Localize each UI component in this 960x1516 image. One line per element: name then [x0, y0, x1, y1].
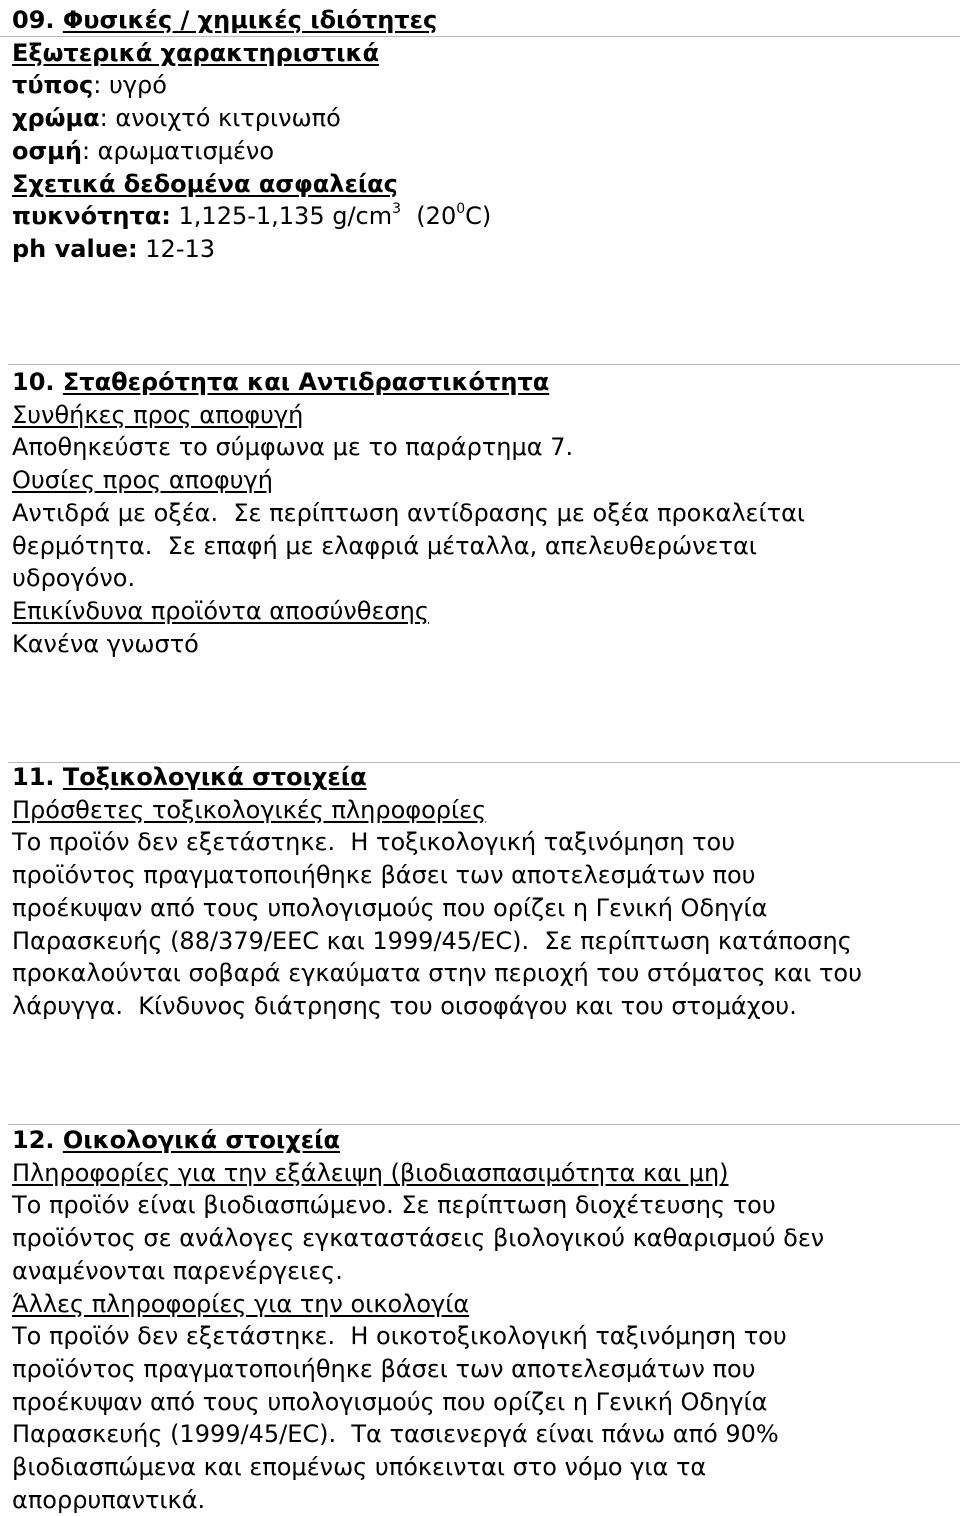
safety-data-subheading: Σχετικά δεδομένα ασφαλείας: [12, 169, 398, 198]
biodegradability-text-line: Το προϊόν είναι βιοδιασπώμενο. Σε περίπτωση διοχέτευσης του: [12, 1191, 776, 1220]
toxicology-text-line: Παρασκευής (88/379/EEC και 1999/45/EC). Σε περίπτωση κατάποσης: [12, 926, 852, 955]
external-characteristics-subheading: Εξωτερικά χαρακτηριστικά: [12, 38, 380, 67]
ph-row: ph value: 12-13: [12, 234, 216, 263]
ecotoxicology-text-line: προέκυψαν από τους υπολογισμούς που ορίζει η Γενική Οδηγία: [12, 1387, 768, 1416]
toxicology-text-line: λάρυγγα. Κίνδυνος διάτρησης του οισοφάγου και του στομάχου.: [12, 991, 797, 1020]
decomposition-text: Κανένα γνωστό: [12, 629, 199, 658]
toxicology-text-line: Το προϊόν δεν εξετάστηκε. Η τοξικολογική ταξινόμηση του: [12, 828, 736, 857]
ecotoxicology-text-line: Το προϊόν δεν εξετάστηκε. Η οικοτοξικολογική ταξινόμηση του: [12, 1322, 787, 1351]
section-10: [12, 366, 952, 660]
section-12-heading: 12. Οικολογικά στοιχεία: [12, 1126, 340, 1154]
section-9: [12, 4, 952, 266]
odor-row: οσμή: αρωματισμένο: [12, 136, 275, 165]
toxicology-text-line: προϊόντος πραγματοποιήθηκε βάσει των αποτελεσμάτων που: [12, 861, 756, 890]
elimination-info-subheading: Πληροφορίες για την εξάλειψη (βιοδιασπασιμότητα και μη): [12, 1158, 729, 1187]
rule-s10: [8, 364, 960, 365]
reaction-text-line: θερμότητα. Σε επαφή με ελαφριά μέταλλα, απελευθερώνεται: [12, 531, 757, 560]
section-11-heading: 11. Τοξικολογικά στοιχεία: [12, 763, 367, 791]
storage-text: Αποθηκεύστε το σύμφωνα με το παράρτημα 7.: [12, 433, 574, 462]
color-row: χρώμα: ανοιχτό κιτρινωπό: [12, 104, 341, 133]
ecotoxicology-text-line: Παρασκευής (1999/45/EC). Τα τασιενεργά είναι πάνω από 90%: [12, 1420, 779, 1449]
ecotoxicology-text-line: βιοδιασπώμενα και επομένως υπόκεινται στο νόμο για τα: [12, 1453, 707, 1482]
section-9-heading: 09. Φυσικές / χημικές ιδιότητες: [12, 6, 438, 34]
ecotoxicology-text-line: προϊόντος πραγματοποιήθηκε βάσει των αποτελεσμάτων που: [12, 1354, 756, 1383]
biodegradability-text-line: αναμένονται παρενέργειες.: [12, 1256, 343, 1285]
additional-toxicological-info-subheading: Πρόσθετες τοξικολογικές πληροφορίες: [12, 795, 487, 824]
toxicology-text-line: προκαλούνται σοβαρά εγκαύματα στην περιοχή του στόματος και του: [12, 959, 862, 988]
section-11: [12, 761, 952, 1023]
toxicology-text-line: προέκυψαν από τους υπολογισμούς που ορίζει η Γενική Οδηγία: [12, 893, 768, 922]
density-row: πυκνότητα: 1,125-1,135 $g/cm^3$ $(20^0C)$: [12, 201, 492, 231]
conditions-to-avoid-subheading: Συνθήκες προς αποφυγή: [12, 400, 304, 429]
type-row: τύπος: υγρό: [12, 71, 167, 100]
section-12: [12, 1124, 952, 1516]
ecotoxicology-text-line: απορρυπαντικά.: [12, 1485, 206, 1514]
other-ecology-info-subheading: Άλλες πληροφορίες για την οικολογία: [12, 1289, 470, 1318]
hazardous-decomposition-subheading: Επικίνδυνα προϊόντα αποσύνθεσης: [12, 596, 429, 625]
reaction-text-line: υδρογόνο.: [12, 564, 136, 593]
reaction-text-line: Αντιδρά με οξέα. Σε περίπτωση αντίδρασης με οξέα προκαλείται: [12, 498, 806, 527]
substances-to-avoid-subheading: Ουσίες προς αποφυγή: [12, 466, 273, 495]
section-10-heading: 10. Σταθερότητα και Αντιδραστικότητα: [12, 368, 550, 396]
biodegradability-text-line: προϊόντος σε ανάλογες εγκαταστάσεις βιολογικού καθαρισμού δεν: [12, 1224, 825, 1253]
